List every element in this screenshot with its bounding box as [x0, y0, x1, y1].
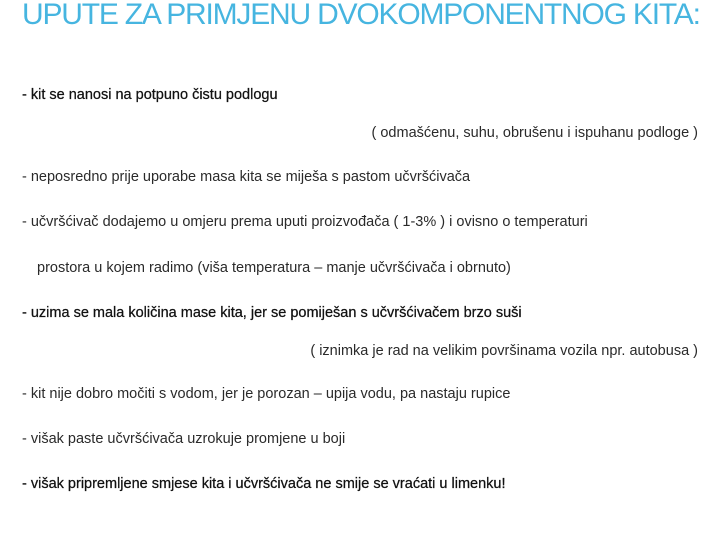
instruction-line-small-amount: - uzima se mala količina mase kita, jer se pomiješan s učvršćivačem brzo suši — [22, 305, 522, 321]
instruction-line-temperature: prostora u kojem radimo (viša temperatura – manje učvršćivača i obrnuto) — [37, 260, 511, 276]
instruction-line-mixing: - neposredno prije uporabe masa kita se miješa s pastom učvršćivača — [22, 169, 471, 185]
instruction-line-color-change: - višak paste učvršćivača uzrokuje promjene u boji — [22, 431, 346, 447]
instruction-line-clean-surface: - kit se nanosi na potpuno čistu podlogu — [22, 87, 278, 103]
instruction-line-water: - kit nije dobro močiti s vodom, jer je porozan – upija vodu, pa nastaju rupice — [22, 386, 511, 402]
instruction-line-no-return: - višak pripremljene smjese kita i učvršćivača ne smije se vraćati u limenku! — [22, 476, 506, 492]
instruction-line-surface-detail: ( odmašćenu, suhu, obrušenu i ispuhanu podloge ) — [371, 125, 698, 141]
instruction-line-hardener-ratio: - učvršćivač dodajemo u omjeru prema uputi proizvođača ( 1-3% ) i ovisno o temperaturi — [22, 214, 588, 230]
instruction-line-exception: ( iznimka je rad na velikim površinama vozila npr. autobusa ) — [310, 343, 698, 359]
slide-title: UPUTE ZA PRIMJENU DVOKOMPONENTNOG KITA: — [22, 0, 700, 31]
